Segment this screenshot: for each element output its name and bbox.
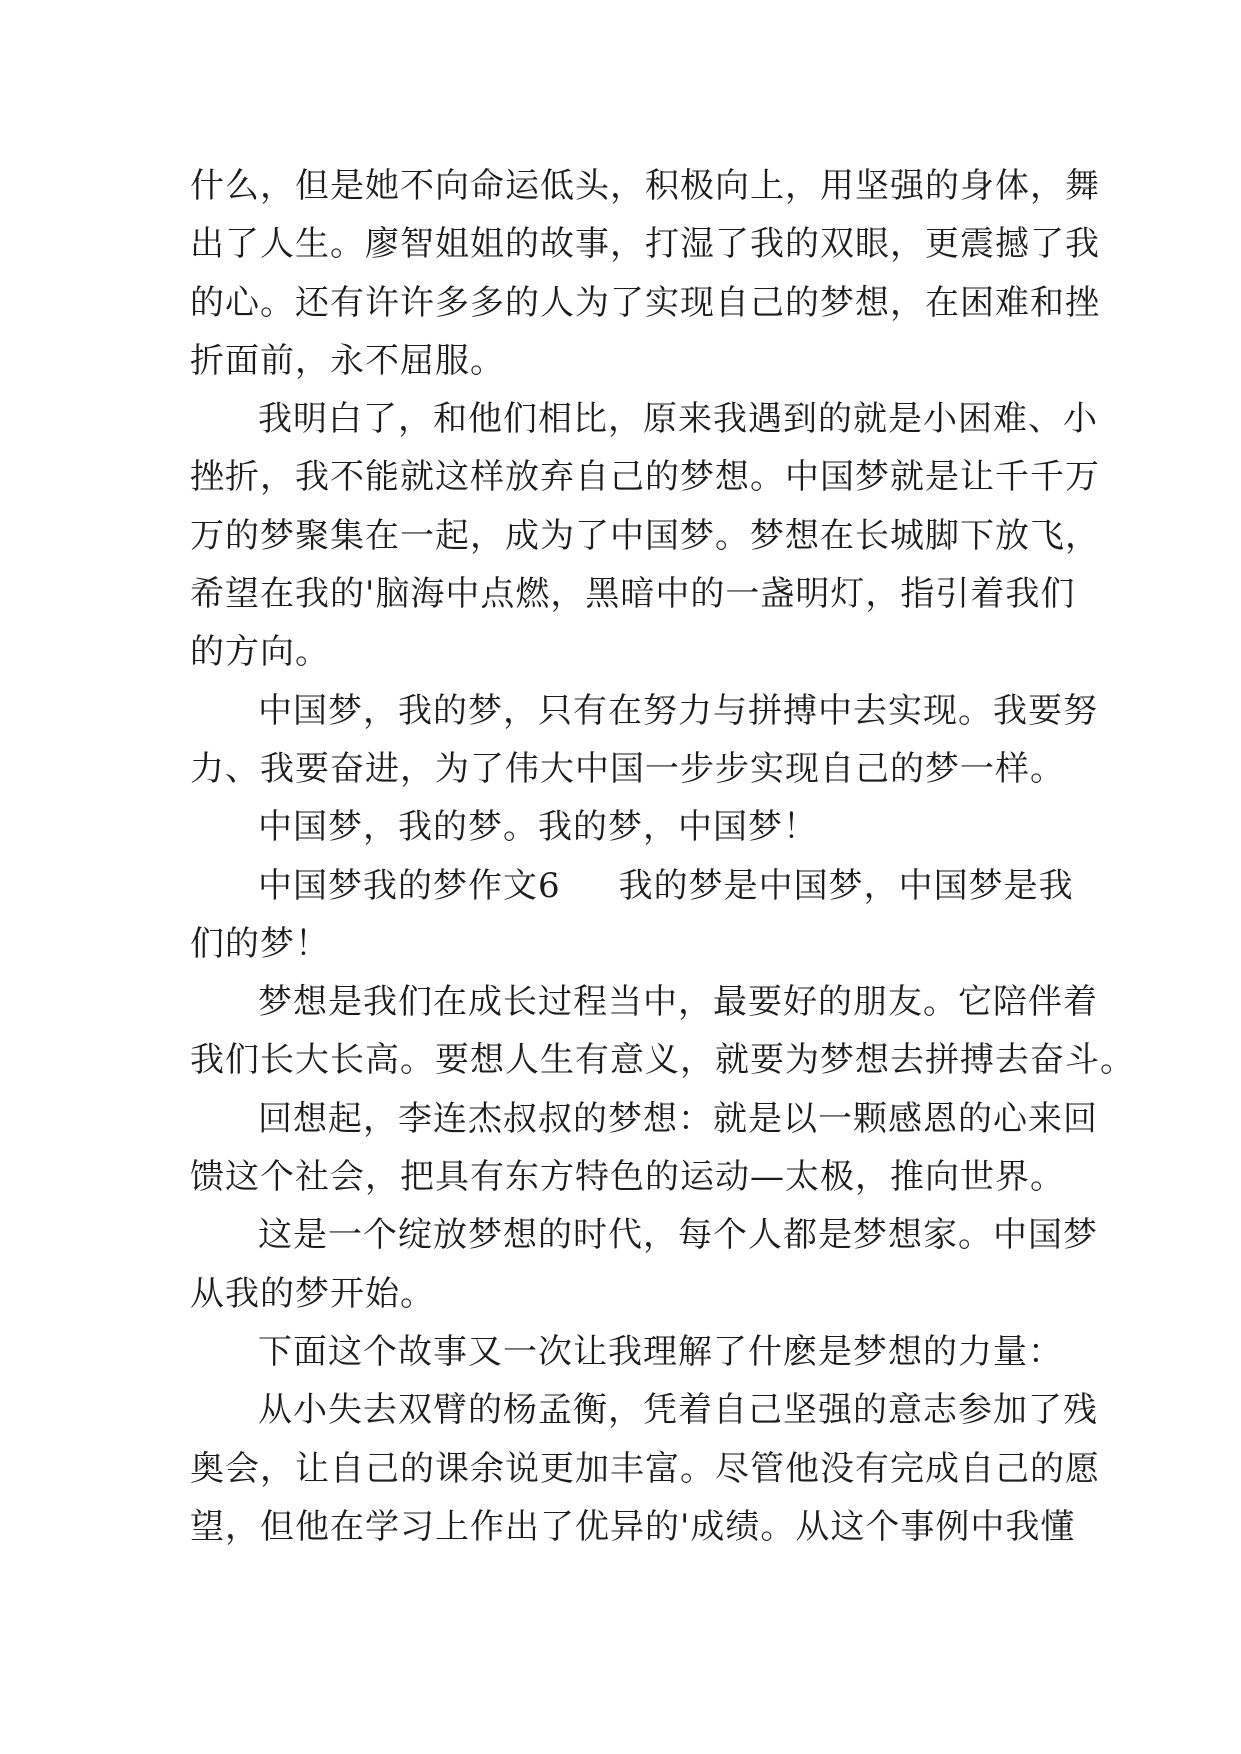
text-line: 从小失去双臂的杨孟衡，凭着自己坚强的意志参加了残: [258, 1390, 1098, 1431]
text-line: 们的梦！: [190, 923, 330, 964]
text-line: 望，但他在学习上作出了优异的'成绩。从这个事例中我懂: [190, 1506, 1076, 1547]
text-line: 的心。还有许许多多的人为了实现自己的梦想，在困难和挫: [190, 282, 1100, 323]
text-line: 中国梦，我的梦。我的梦，中国梦！: [258, 807, 818, 848]
document-body: [190, 157, 1135, 1556]
text-line: 我们长大长高。要想人生有意义，就要为梦想去拼搏去奋斗。: [190, 1040, 1135, 1081]
text-line: 馈这个社会，把具有东方特色的运动—太极，推向世界。: [190, 1157, 1065, 1198]
text-line: 万的梦聚集在一起，成为了中国梦。梦想在长城脚下放飞，: [190, 515, 1100, 556]
text-line: 这是一个绽放梦想的时代，每个人都是梦想家。中国梦: [258, 1215, 1098, 1256]
text-line: 奥会，让自己的课余说更加丰富。尽管他没有完成自己的愿: [190, 1448, 1100, 1489]
text-line: 梦想是我们在成长过程当中，最要好的朋友。它陪伴着: [258, 982, 1098, 1023]
text-line: 力、我要奋进，为了伟大中国一步步实现自己的梦一样。: [190, 748, 1065, 789]
heading-line: [190, 857, 1074, 915]
text-line: 什么，但是她不向命运低头，积极向上，用坚强的身体，舞: [190, 166, 1100, 206]
article-heading: 中国梦我的梦作文6: [258, 865, 561, 906]
text-line: 折面前，永不屈服。: [190, 340, 505, 381]
text-line: 中国梦，我的梦，只有在努力与拼搏中去实现。我要努: [258, 690, 1098, 731]
text-line: 的方向。: [190, 632, 330, 673]
text-line: 我明白了，和他们相比，原来我遇到的就是小困难、小: [258, 399, 1098, 440]
text-line: 挫折，我不能就这样放弃自己的梦想。中国梦就是让千千万: [190, 457, 1100, 498]
text-line: 下面这个故事又一次让我理解了什麽是梦想的力量：: [258, 1331, 1063, 1372]
text-line: 回想起，李连杰叔叔的梦想：就是以一颗感恩的心来回: [258, 1098, 1098, 1139]
text-line: 出了人生。廖智姐姐的故事，打湿了我的双眼，更震撼了我: [190, 224, 1100, 265]
text-segment: 我的梦是中国梦，中国梦是我: [618, 865, 1074, 906]
text-line: 从我的梦开始。: [190, 1273, 435, 1314]
text-line: 希望在我的'脑海中点燃，黑暗中的一盏明灯，指引着我们: [190, 574, 1076, 615]
